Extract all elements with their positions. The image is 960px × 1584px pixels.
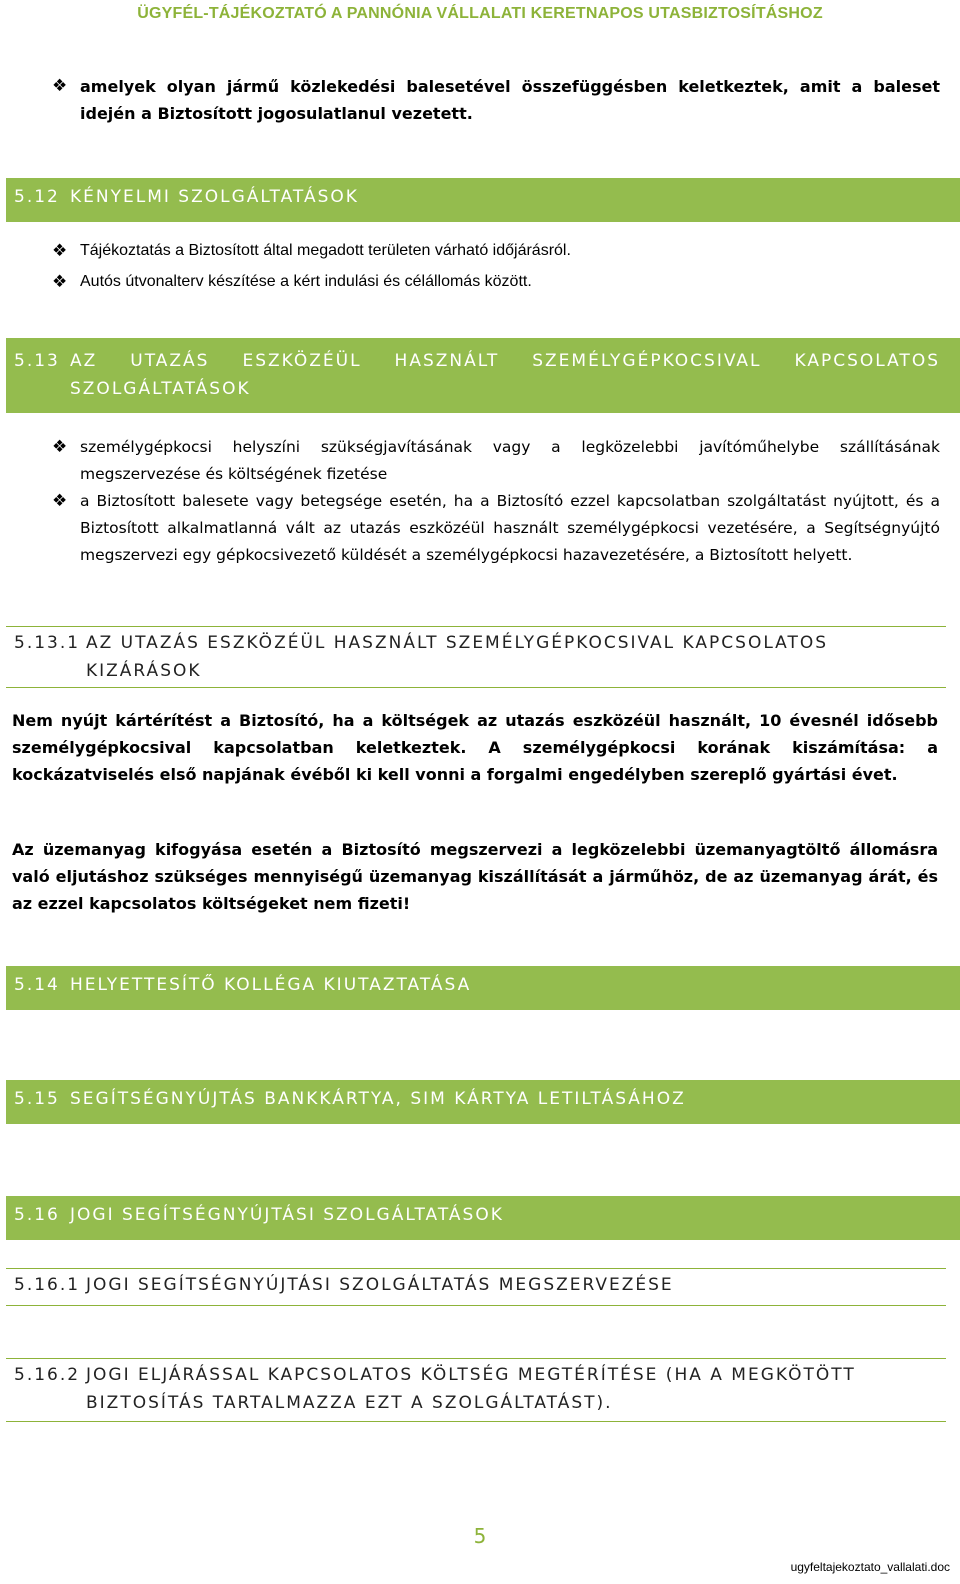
list-item-text: amelyek olyan jármű közlekedési balesetével összefüggésben keletkeztek, amit a baleset idején a Biztosított jogosulatlanul vezetett. <box>80 77 940 123</box>
list-item-text: Autós útvonalterv készítése a kért indulási és célállomás között. <box>80 273 532 290</box>
list-item <box>52 73 940 127</box>
section-title: AZ UTAZÁS ESZKÖZÉÜL HASZNÁLT SZEMÉLYGÉPKOCSIVAL KAPCSOLATOS <box>70 351 940 371</box>
diamond-bullet-icon: ❖ <box>52 437 68 457</box>
list-item-text: személygépkocsi helyszíni szükségjavításának vagy a legközelebbi javítóműhelybe szállításának megszervezése és költségének fizetése <box>80 438 940 483</box>
section-number: 5.14 <box>14 975 60 995</box>
list-item-text: a Biztosított balesete vagy betegsége esetén, ha a Biztosító ezzel kapcsolatban szolgáltatást nyújtott, és a Biztosított alkalmatlanná vált az utazás eszközéül használt személygépkocsi vezetésére, a Segítségnyújtó megszervezi egy gépkocsivezető küldését a személygépkocsi hazavezetésére, a Biztosított helyett. <box>80 492 940 564</box>
diamond-bullet-icon: ❖ <box>52 272 68 291</box>
section-number: 5.12 <box>14 187 60 207</box>
section-heading-5-13 <box>6 338 960 413</box>
section-number: 5.13.1 <box>14 633 81 653</box>
document-filename: ugyfeltajekoztato_vallalati.doc <box>790 1560 950 1574</box>
list-item <box>52 237 940 264</box>
fuel-paragraph: Az üzemanyag kifogyása esetén a Biztosító megszervezi a legközelebbi üzemanyagtöltő állomásra való eljutáshoz szükséges mennyiségű üzemanyag kiszállítását a járműhöz, de az üzemanyag árát, és az ezzel kapcsolatos költségeket nem fizeti! <box>12 840 938 913</box>
section-title: KÉNYELMI SZOLGÁLTATÁSOK <box>70 187 359 207</box>
section-title: JOGI ELJÁRÁSSAL KAPCSOLATOS KÖLTSÉG MEGTÉRÍTÉSE (HA A MEGKÖTÖTT <box>86 1365 856 1385</box>
exclusion-paragraph: Nem nyújt kártérítést a Biztosító, ha a költségek az utazás eszközéül használt, 10 évesnél idősebb személygépkocsival kapcsolatban keletkeztek. A személygépkocsi korának kiszámítása: a kockázatviselés első napjának évéből ki kell vonni a forgalmi engedélyben szereplő gyártási évet. <box>12 711 938 784</box>
list-item <box>52 268 940 295</box>
section-heading-5-12 <box>6 178 960 222</box>
section-title: AZ UTAZÁS ESZKÖZÉÜL HASZNÁLT SZEMÉLYGÉPKOCSIVAL KAPCSOLATOS <box>86 633 829 653</box>
section-title: JOGI SEGÍTSÉGNYÚJTÁSI SZOLGÁLTATÁS MEGSZERVEZÉSE <box>86 1275 674 1295</box>
section-heading-5-15 <box>6 1080 960 1124</box>
section-title: SEGÍTSÉGNYÚJTÁS BANKKÁRTYA, SIM KÁRTYA LETILTÁSÁHOZ <box>70 1089 686 1109</box>
document-header: ÜGYFÉL-TÁJÉKOZTATÓ A PANNÓNIA VÁLLALATI KERETNAPOS UTASBIZTOSÍTÁSHOZ <box>137 5 823 22</box>
section-title: JOGI SEGÍTSÉGNYÚJTÁSI SZOLGÁLTATÁSOK <box>70 1205 504 1225</box>
section-number: 5.13 <box>14 351 60 371</box>
section-title-continued: SZOLGÁLTATÁSOK <box>70 379 251 399</box>
section-number: 5.16.1 <box>14 1275 81 1295</box>
section-title-continued: KIZÁRÁSOK <box>86 661 202 681</box>
subsection-heading-5-16-1 <box>6 1268 946 1306</box>
section-heading-5-16 <box>6 1196 960 1240</box>
section-number: 5.16.2 <box>14 1365 81 1385</box>
diamond-bullet-icon: ❖ <box>52 76 68 96</box>
list-item <box>52 434 940 488</box>
list-item-text: Tájékoztatás a Biztosított által megadott területen várható időjárásról. <box>80 242 571 259</box>
subsection-heading-5-13-1 <box>6 626 946 688</box>
section-heading-5-14 <box>6 966 960 1010</box>
page-number: 5 <box>473 1524 487 1548</box>
list-item <box>52 488 940 569</box>
section-title: HELYETTESÍTŐ KOLLÉGA KIUTAZTATÁSA <box>70 975 472 995</box>
section-number: 5.15 <box>14 1089 60 1109</box>
diamond-bullet-icon: ❖ <box>52 241 68 260</box>
subsection-heading-5-16-2 <box>6 1358 946 1422</box>
diamond-bullet-icon: ❖ <box>52 491 68 511</box>
section-number: 5.16 <box>14 1205 60 1225</box>
section-title-continued: BIZTOSÍTÁS TARTALMAZZA EZT A SZOLGÁLTATÁST). <box>86 1393 613 1413</box>
